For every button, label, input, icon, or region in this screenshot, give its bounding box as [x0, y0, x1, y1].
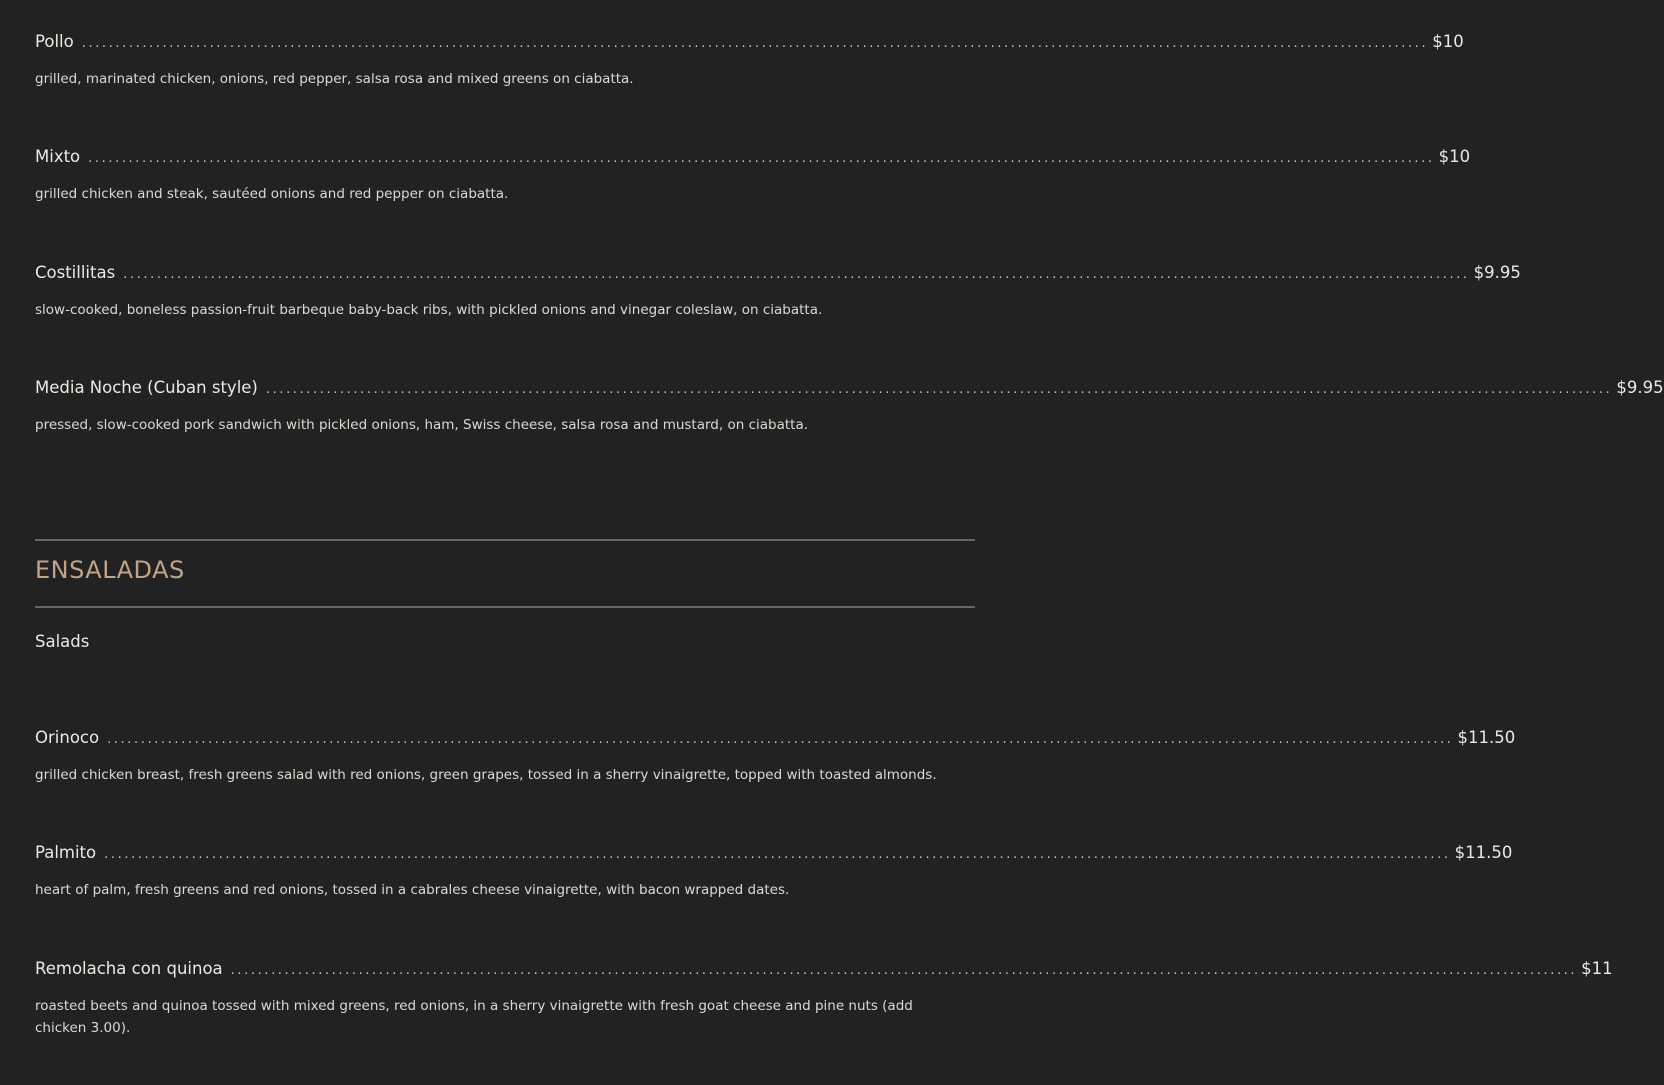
dot-leader: ........................................................................................................................................................................................................: [230, 963, 1578, 978]
item-name: Costillitas: [35, 263, 116, 282]
dot-leader: ........................................................................................................................................................................................................: [81, 36, 1429, 51]
item-name: Media Noche (Cuban style): [35, 378, 258, 397]
item-name: Mixto: [35, 147, 81, 166]
section-divider-bottom: [35, 606, 975, 608]
item-description: pressed, slow-cooked pork sandwich with pickled onions, ham, Swiss cheese, salsa rosa and mustard, on ciabatta.: [35, 417, 809, 433]
item-price: $9.95: [1473, 263, 1521, 282]
menu-item-pollo: [35, 32, 1464, 90]
menu-item-palmito: [35, 843, 1513, 901]
menu-item-orinoco: [35, 728, 1516, 786]
item-description: grilled chicken and steak, sautéed onions and red pepper on ciabatta.: [35, 186, 509, 202]
item-description: grilled, marinated chicken, onions, red pepper, salsa rosa and mixed greens on ciabatta.: [35, 71, 634, 87]
item-name: Palmito: [35, 843, 97, 862]
item-description: grilled chicken breast, fresh greens salad with red onions, green grapes, tossed in a sherry vinaigrette, topped with toasted almonds.: [35, 767, 937, 783]
item-description: slow-cooked, boneless passion-fruit barbeque baby-back ribs, with pickled onions and vinegar coleslaw, on ciabatta.: [35, 302, 823, 318]
item-name: Remolacha con quinoa: [35, 959, 223, 978]
menu-item-mixto: [35, 147, 1471, 205]
section-title: ENSALADAS: [35, 556, 185, 584]
item-name: Pollo: [35, 32, 74, 51]
item-price: $11.50: [1457, 728, 1516, 747]
section-divider-top: [35, 539, 975, 541]
menu-item-costillitas: [35, 263, 1521, 321]
section-subtitle: Salads: [35, 632, 90, 651]
item-price: $11: [1581, 959, 1613, 978]
dot-leader: ........................................................................................................................................................................................................: [88, 151, 1435, 166]
item-price: $10: [1438, 147, 1471, 166]
item-description: heart of palm, fresh greens and red onions, tossed in a cabrales cheese vinaigrette, with bacon wrapped dates.: [35, 882, 790, 898]
menu-item-remolacha-con-quinoa: [35, 959, 1613, 1039]
item-price: $10: [1432, 32, 1464, 51]
menu-item-media-noche: [35, 378, 1664, 436]
item-price: $9.95: [1616, 378, 1664, 397]
item-name: Orinoco: [35, 728, 100, 747]
item-price: $11.50: [1454, 843, 1513, 862]
item-description: roasted beets and quinoa tossed with mixed greens, red onions, in a sherry vinaigrette with fresh goat cheese and pine nuts (add chicken 3.00).: [35, 998, 913, 1036]
dot-leader: ........................................................................................................................................................................................................: [107, 732, 1454, 747]
dot-leader: ........................................................................................................................................................................................................: [123, 267, 1470, 282]
dot-leader: ........................................................................................................................................................................................................: [265, 382, 1613, 397]
dot-leader: ........................................................................................................................................................................................................: [104, 847, 1451, 862]
